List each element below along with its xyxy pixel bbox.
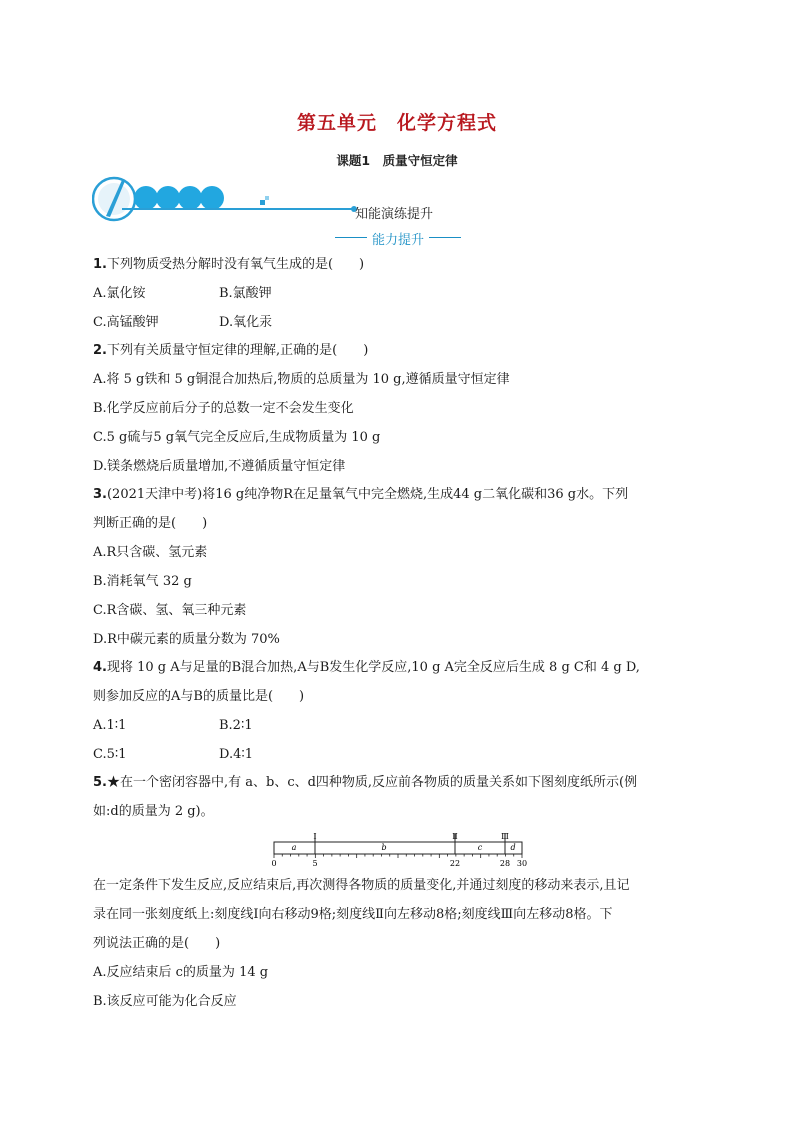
tick-label: 5 bbox=[312, 859, 318, 868]
question-stem-cont: 则参加反应的A与B的质量比是( ) bbox=[93, 689, 305, 704]
subsection-heading: 能力提升 bbox=[335, 229, 461, 248]
question-body: 在一定条件下发生反应,反应结束后,再次测得各物质的质量变化,并通过刻度的移动来表示,且记 bbox=[93, 878, 630, 893]
option: A.1∶1 bbox=[93, 718, 127, 733]
option: B.2∶1 bbox=[219, 718, 253, 733]
option: A.反应结束后 c的质量为 14 g bbox=[93, 965, 269, 980]
scale-paper-figure bbox=[266, 830, 530, 870]
question-stem: 3.(2021天津中考)将16 g纯净物R在足量氧气中完全燃烧,生成44 g二氧化碳和36 g水。下列 bbox=[93, 487, 629, 502]
option: B.氯酸钾 bbox=[219, 286, 272, 301]
marker-label: Ⅲ bbox=[501, 832, 509, 841]
segment-label: a bbox=[291, 843, 297, 852]
option: B.该反应可能为化合反应 bbox=[93, 994, 237, 1009]
dot-icon bbox=[178, 186, 202, 210]
question-stem-cont: 判断正确的是( ) bbox=[93, 516, 208, 531]
option: C.高锰酸钾 bbox=[93, 315, 159, 330]
question-stem-cont: 如:d的质量为 2 g)。 bbox=[93, 804, 214, 819]
option: C.R含碳、氢、氧三种元素 bbox=[93, 603, 247, 618]
segment-label: c bbox=[477, 843, 483, 852]
section-heading: 知能演练提升 bbox=[355, 207, 434, 222]
square-icon bbox=[260, 200, 265, 205]
segment-label: b bbox=[381, 843, 387, 852]
question-stem: 5.★在一个密闭容器中,有 a、b、c、d四种物质,反应前各物质的质量关系如下图刻度纸所示(例 bbox=[93, 775, 638, 790]
tick-label: 28 bbox=[499, 859, 511, 868]
option: D.氧化汞 bbox=[219, 315, 273, 330]
tick-label: 22 bbox=[449, 859, 461, 868]
question-body: 录在同一张刻度纸上:刻度线Ⅰ向右移动9格;刻度线Ⅱ向左移动8格;刻度线Ⅲ向左移动8格。下 bbox=[93, 907, 613, 922]
question-stem: 1.下列物质受热分解时没有氧气生成的是( ) bbox=[93, 257, 365, 272]
dot-icon bbox=[200, 186, 224, 210]
dot-icon bbox=[134, 186, 158, 210]
tick-label: 30 bbox=[516, 859, 528, 868]
question-body: 列说法正确的是( ) bbox=[93, 936, 221, 951]
option: D.R中碳元素的质量分数为 70% bbox=[93, 632, 280, 647]
marker-label: Ⅰ bbox=[313, 832, 317, 841]
segment-label: d bbox=[510, 843, 516, 852]
option: A.氯化铵 bbox=[93, 286, 146, 301]
option: C.5 g硫与5 g氧气完全反应后,生成物质量为 10 g bbox=[93, 430, 381, 445]
option: B.化学反应前后分子的总数一定不会发生变化 bbox=[93, 401, 354, 416]
option: A.将 5 g铁和 5 g铜混合加热后,物质的总质量为 10 g,遵循质量守恒定律 bbox=[93, 372, 510, 387]
option: D.镁条燃烧后质量增加,不遵循质量守恒定律 bbox=[93, 459, 346, 474]
option: C.5∶1 bbox=[93, 747, 127, 762]
option: B.消耗氧气 32 g bbox=[93, 574, 192, 589]
unit-title: 第五单元 化学方程式 bbox=[296, 112, 497, 134]
option: A.R只含碳、氢元素 bbox=[93, 545, 208, 560]
lesson-title: 课题1 质量守恒定律 bbox=[336, 153, 458, 168]
marker-label: Ⅱ bbox=[452, 832, 458, 841]
dot-icon bbox=[156, 186, 180, 210]
tick-label: 0 bbox=[271, 859, 277, 868]
question-stem: 4.现将 10 g A与足量的B混合加热,A与B发生化学反应,10 g A完全反应后生成 8 g C和 4 g D, bbox=[93, 660, 640, 675]
question-stem: 2.下列有关质量守恒定律的理解,正确的是( ) bbox=[93, 343, 369, 358]
option: D.4∶1 bbox=[219, 747, 254, 762]
